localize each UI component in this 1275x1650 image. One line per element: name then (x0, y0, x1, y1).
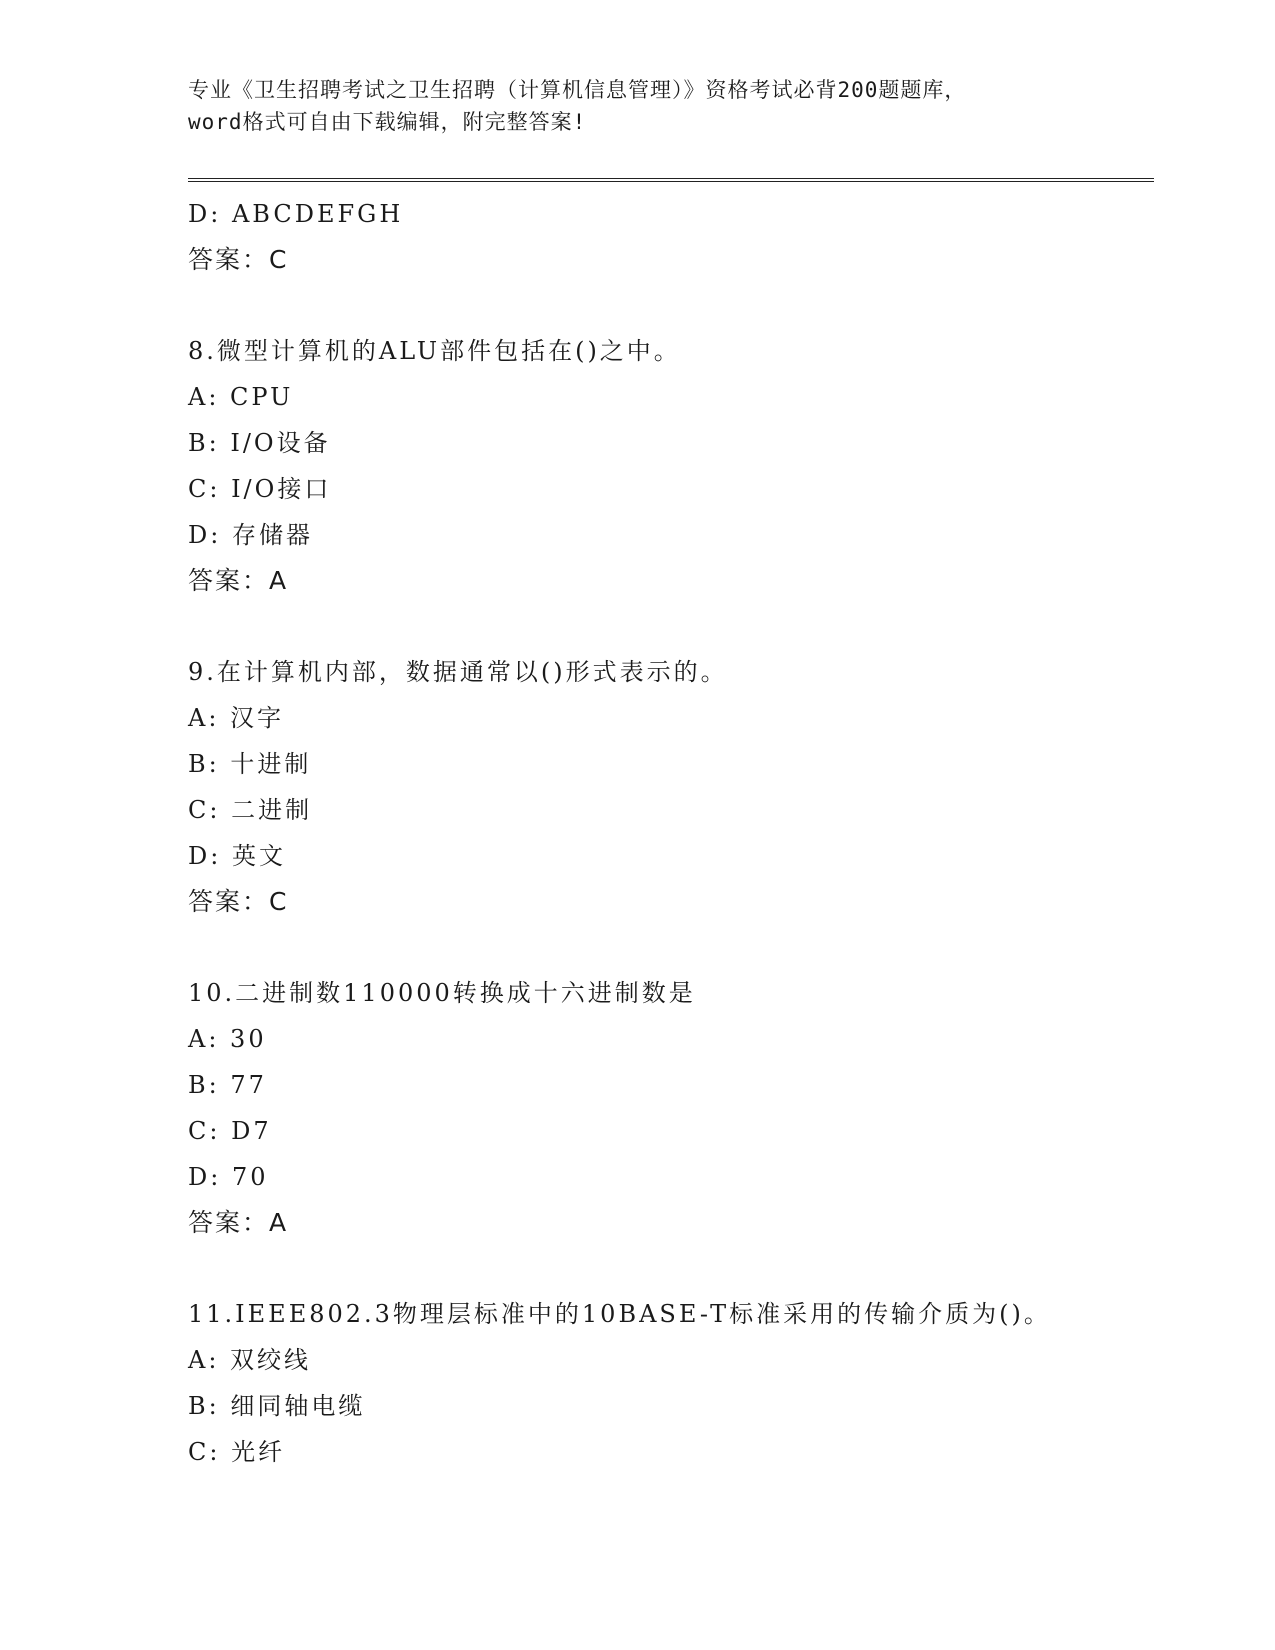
question-text: 9.在计算机内部，数据通常以()形式表示的。 (188, 658, 728, 686)
option-a: A: 30 (188, 1025, 267, 1053)
answer: 答案：C (188, 887, 289, 916)
question-text: 10.二进制数110000转换成十六进制数是 (188, 979, 696, 1007)
option-d: D: 70 (188, 1163, 269, 1191)
question-text: 8.微型计算机的ALU部件包括在()之中。 (188, 337, 681, 365)
option-d: D: ABCDEFGH (188, 200, 404, 228)
header-title-line-2: word格式可自由下载编辑，附完整答案! (188, 110, 587, 134)
answer: 答案：C (188, 245, 289, 274)
spacer (188, 604, 1154, 649)
option-a: A: 双绞线 (188, 1346, 312, 1374)
option-a: A: CPU (188, 383, 294, 411)
question-text: 11.IEEE802.3物理层标准中的10BASE-T标准采用的传输介质为()。 (188, 1300, 1051, 1328)
answer: 答案：A (188, 566, 289, 595)
spacer (188, 925, 1154, 970)
question-block (188, 649, 1154, 925)
question-list (188, 191, 1154, 1475)
option-c: C: D7 (188, 1117, 272, 1145)
option-c: C: 二进制 (188, 796, 313, 824)
option-a: A: 汉字 (188, 704, 285, 732)
option-b: B: 十进制 (188, 750, 312, 778)
option-d: D: 存储器 (188, 521, 313, 549)
header-divider (188, 178, 1154, 182)
question-block (188, 970, 1154, 1246)
document-header (188, 74, 1088, 138)
option-c: C: 光纤 (188, 1438, 286, 1466)
answer: 答案：A (188, 1208, 289, 1237)
option-d: D: 英文 (188, 842, 286, 870)
spacer (188, 1246, 1154, 1291)
header-title-line-1: 专业《卫生招聘考试之卫生招聘（计算机信息管理）》资格考试必背200题题库， (188, 78, 967, 102)
question-block (188, 328, 1154, 604)
question-block (188, 1291, 1154, 1475)
option-c: C: I/O接口 (188, 475, 332, 503)
option-b: B: 细同轴电缆 (188, 1392, 366, 1420)
spacer (188, 283, 1154, 328)
option-b: B: 77 (188, 1071, 267, 1099)
option-b: B: I/O设备 (188, 429, 331, 457)
